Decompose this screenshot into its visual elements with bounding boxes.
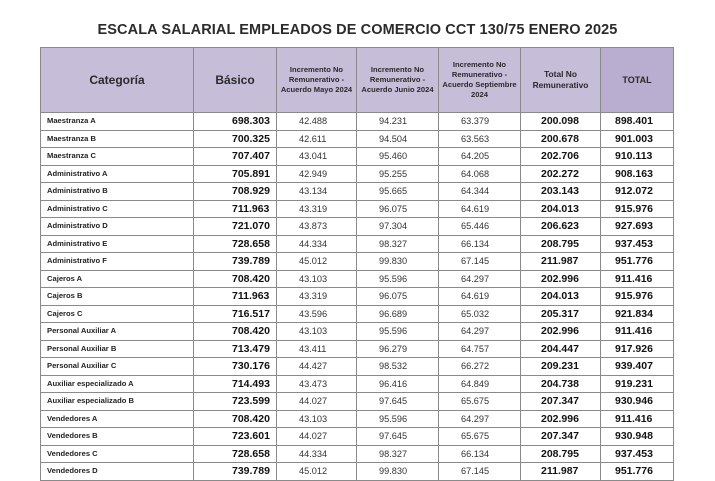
cell-total: 951.776 — [601, 463, 674, 481]
cell-total: 915.976 — [601, 288, 674, 306]
cell-inc-mayo: 42.488 — [277, 113, 357, 131]
cell-total: 937.453 — [601, 445, 674, 463]
cell-total: 937.453 — [601, 235, 674, 253]
header-total-no-rem: Total No Remunerativo — [521, 48, 601, 113]
cell-inc-junio: 95.255 — [357, 165, 439, 183]
table-row — [41, 410, 674, 428]
cell-total: 930.946 — [601, 393, 674, 411]
cell-total-no-rem: 208.795 — [521, 445, 601, 463]
cell-inc-septiembre: 65.446 — [439, 218, 521, 236]
cell-inc-mayo: 44.334 — [277, 235, 357, 253]
cell-inc-junio: 97.645 — [357, 393, 439, 411]
cell-inc-junio: 94.504 — [357, 130, 439, 148]
header-total: TOTAL — [601, 48, 674, 113]
cell-total-no-rem: 202.996 — [521, 410, 601, 428]
cell-inc-septiembre: 64.344 — [439, 183, 521, 201]
cell-total-no-rem: 200.678 — [521, 130, 601, 148]
cell-basico: 739.789 — [194, 253, 277, 271]
cell-inc-junio: 96.075 — [357, 288, 439, 306]
cell-total: 911.416 — [601, 323, 674, 341]
cell-inc-junio: 98.327 — [357, 235, 439, 253]
cell-total: 917.926 — [601, 340, 674, 358]
cell-inc-junio: 98.532 — [357, 358, 439, 376]
cell-total: 951.776 — [601, 253, 674, 271]
cell-inc-junio: 96.075 — [357, 200, 439, 218]
cell-basico: 728.658 — [194, 445, 277, 463]
table-row — [41, 218, 674, 236]
table-row — [41, 235, 674, 253]
cell-inc-septiembre: 67.145 — [439, 253, 521, 271]
header-inc-junio: Incremento No Remunerativo - Acuerdo Junio 2024 — [357, 48, 439, 113]
cell-inc-junio: 97.645 — [357, 428, 439, 446]
cell-basico: 698.303 — [194, 113, 277, 131]
cell-basico: 730.176 — [194, 358, 277, 376]
cell-total: 927.693 — [601, 218, 674, 236]
cell-categoria: Personal Auxiliar C — [41, 358, 194, 376]
cell-inc-septiembre: 65.675 — [439, 428, 521, 446]
cell-total: 898.401 — [601, 113, 674, 131]
cell-inc-mayo: 43.473 — [277, 375, 357, 393]
cell-inc-junio: 96.416 — [357, 375, 439, 393]
cell-basico: 713.479 — [194, 340, 277, 358]
header-row — [41, 48, 674, 113]
cell-inc-septiembre: 65.032 — [439, 305, 521, 323]
cell-basico: 723.601 — [194, 428, 277, 446]
table-row — [41, 288, 674, 306]
cell-inc-septiembre: 64.297 — [439, 270, 521, 288]
cell-inc-septiembre: 67.145 — [439, 463, 521, 481]
cell-total: 915.976 — [601, 200, 674, 218]
cell-categoria: Personal Auxiliar B — [41, 340, 194, 358]
cell-basico: 708.420 — [194, 270, 277, 288]
table-row — [41, 165, 674, 183]
cell-inc-mayo: 43.103 — [277, 323, 357, 341]
table-row — [41, 393, 674, 411]
cell-inc-mayo: 42.611 — [277, 130, 357, 148]
cell-total-no-rem: 207.347 — [521, 393, 601, 411]
cell-total-no-rem: 204.447 — [521, 340, 601, 358]
cell-total: 911.416 — [601, 270, 674, 288]
table-row — [41, 428, 674, 446]
cell-total-no-rem: 203.143 — [521, 183, 601, 201]
cell-inc-mayo: 44.427 — [277, 358, 357, 376]
cell-total: 910.113 — [601, 148, 674, 166]
cell-basico: 711.963 — [194, 200, 277, 218]
cell-basico: 705.891 — [194, 165, 277, 183]
cell-inc-septiembre: 64.757 — [439, 340, 521, 358]
cell-inc-mayo: 43.873 — [277, 218, 357, 236]
cell-inc-mayo: 43.103 — [277, 270, 357, 288]
cell-basico: 707.407 — [194, 148, 277, 166]
cell-categoria: Administrativo C — [41, 200, 194, 218]
table-row — [41, 183, 674, 201]
cell-categoria: Administrativo D — [41, 218, 194, 236]
cell-categoria: Administrativo E — [41, 235, 194, 253]
cell-total-no-rem: 206.623 — [521, 218, 601, 236]
cell-inc-mayo: 43.103 — [277, 410, 357, 428]
table-row — [41, 323, 674, 341]
cell-basico: 708.929 — [194, 183, 277, 201]
cell-inc-septiembre: 65.675 — [439, 393, 521, 411]
cell-inc-junio: 95.596 — [357, 410, 439, 428]
cell-basico: 721.070 — [194, 218, 277, 236]
page-title: ESCALA SALARIAL EMPLEADOS DE COMERCIO CCT 130/75 ENERO 2025 — [97, 22, 618, 38]
cell-total-no-rem: 202.996 — [521, 323, 601, 341]
table-header — [41, 48, 674, 113]
cell-categoria: Auxiliar especializado A — [41, 375, 194, 393]
cell-categoria: Vendedores D — [41, 463, 194, 481]
cell-inc-mayo: 45.012 — [277, 463, 357, 481]
table-row — [41, 463, 674, 481]
cell-categoria: Cajeros A — [41, 270, 194, 288]
table-body — [41, 113, 674, 481]
cell-categoria: Personal Auxiliar A — [41, 323, 194, 341]
cell-categoria: Maestranza A — [41, 113, 194, 131]
cell-basico: 708.420 — [194, 323, 277, 341]
header-basico: Básico — [194, 48, 277, 113]
cell-total-no-rem: 207.347 — [521, 428, 601, 446]
cell-inc-mayo: 43.319 — [277, 200, 357, 218]
cell-inc-junio: 97.304 — [357, 218, 439, 236]
cell-inc-septiembre: 66.272 — [439, 358, 521, 376]
cell-inc-mayo: 43.411 — [277, 340, 357, 358]
cell-total-no-rem: 209.231 — [521, 358, 601, 376]
cell-categoria: Auxiliar especializado B — [41, 393, 194, 411]
cell-inc-septiembre: 64.205 — [439, 148, 521, 166]
cell-categoria: Administrativo F — [41, 253, 194, 271]
cell-inc-mayo: 44.027 — [277, 428, 357, 446]
cell-basico: 723.599 — [194, 393, 277, 411]
cell-total-no-rem: 205.317 — [521, 305, 601, 323]
table-row — [41, 130, 674, 148]
table-row — [41, 375, 674, 393]
cell-total: 921.834 — [601, 305, 674, 323]
cell-inc-mayo: 45.012 — [277, 253, 357, 271]
cell-inc-mayo: 44.334 — [277, 445, 357, 463]
cell-basico: 728.658 — [194, 235, 277, 253]
cell-total: 911.416 — [601, 410, 674, 428]
cell-total-no-rem: 204.013 — [521, 200, 601, 218]
cell-total: 939.407 — [601, 358, 674, 376]
cell-inc-junio: 96.689 — [357, 305, 439, 323]
cell-inc-mayo: 43.319 — [277, 288, 357, 306]
cell-inc-mayo: 43.041 — [277, 148, 357, 166]
cell-inc-septiembre: 63.379 — [439, 113, 521, 131]
cell-basico: 711.963 — [194, 288, 277, 306]
cell-inc-mayo: 44.027 — [277, 393, 357, 411]
table-row — [41, 340, 674, 358]
cell-total-no-rem: 211.987 — [521, 463, 601, 481]
cell-total: 908.163 — [601, 165, 674, 183]
cell-inc-mayo: 43.596 — [277, 305, 357, 323]
cell-categoria: Vendedores A — [41, 410, 194, 428]
cell-total-no-rem: 208.795 — [521, 235, 601, 253]
cell-inc-septiembre: 64.297 — [439, 410, 521, 428]
cell-total-no-rem: 204.013 — [521, 288, 601, 306]
table-row — [41, 305, 674, 323]
salary-table — [40, 47, 674, 481]
cell-total: 919.231 — [601, 375, 674, 393]
cell-inc-septiembre: 64.619 — [439, 200, 521, 218]
cell-inc-septiembre: 64.068 — [439, 165, 521, 183]
cell-total: 912.072 — [601, 183, 674, 201]
cell-basico: 708.420 — [194, 410, 277, 428]
table-row — [41, 270, 674, 288]
cell-total: 930.948 — [601, 428, 674, 446]
cell-categoria: Vendedores B — [41, 428, 194, 446]
cell-inc-junio: 95.665 — [357, 183, 439, 201]
cell-basico: 714.493 — [194, 375, 277, 393]
cell-categoria: Administrativo A — [41, 165, 194, 183]
cell-inc-junio: 95.460 — [357, 148, 439, 166]
cell-categoria: Cajeros B — [41, 288, 194, 306]
table-row — [41, 200, 674, 218]
cell-categoria: Maestranza B — [41, 130, 194, 148]
cell-inc-septiembre: 64.297 — [439, 323, 521, 341]
cell-inc-mayo: 43.134 — [277, 183, 357, 201]
cell-inc-junio: 99.830 — [357, 463, 439, 481]
cell-categoria: Administrativo B — [41, 183, 194, 201]
cell-total-no-rem: 202.996 — [521, 270, 601, 288]
table-row — [41, 253, 674, 271]
cell-inc-septiembre: 64.619 — [439, 288, 521, 306]
table-row — [41, 445, 674, 463]
header-categoria: Categoría — [41, 48, 194, 113]
cell-basico: 716.517 — [194, 305, 277, 323]
cell-inc-junio: 95.596 — [357, 270, 439, 288]
cell-total-no-rem: 200.098 — [521, 113, 601, 131]
cell-inc-junio: 95.596 — [357, 323, 439, 341]
cell-total: 901.003 — [601, 130, 674, 148]
cell-inc-septiembre: 66.134 — [439, 445, 521, 463]
cell-inc-junio: 96.279 — [357, 340, 439, 358]
table-row — [41, 148, 674, 166]
cell-total-no-rem: 202.706 — [521, 148, 601, 166]
cell-inc-junio: 99.830 — [357, 253, 439, 271]
table-row — [41, 358, 674, 376]
cell-categoria: Vendedores C — [41, 445, 194, 463]
cell-inc-septiembre: 66.134 — [439, 235, 521, 253]
cell-basico: 700.325 — [194, 130, 277, 148]
cell-total-no-rem: 202.272 — [521, 165, 601, 183]
cell-basico: 739.789 — [194, 463, 277, 481]
cell-categoria: Maestranza C — [41, 148, 194, 166]
cell-inc-mayo: 42.949 — [277, 165, 357, 183]
header-inc-septiembre: Incremento No Remunerativo - Acuerdo Septiembre 2024 — [439, 48, 521, 113]
cell-categoria: Cajeros C — [41, 305, 194, 323]
cell-inc-septiembre: 63.563 — [439, 130, 521, 148]
table-row — [41, 113, 674, 131]
cell-total-no-rem: 211.987 — [521, 253, 601, 271]
cell-inc-junio: 98.327 — [357, 445, 439, 463]
header-inc-mayo: Incremento No Remunerativo - Acuerdo Mayo 2024 — [277, 48, 357, 113]
cell-total-no-rem: 204.738 — [521, 375, 601, 393]
cell-inc-junio: 94.231 — [357, 113, 439, 131]
cell-inc-septiembre: 64.849 — [439, 375, 521, 393]
